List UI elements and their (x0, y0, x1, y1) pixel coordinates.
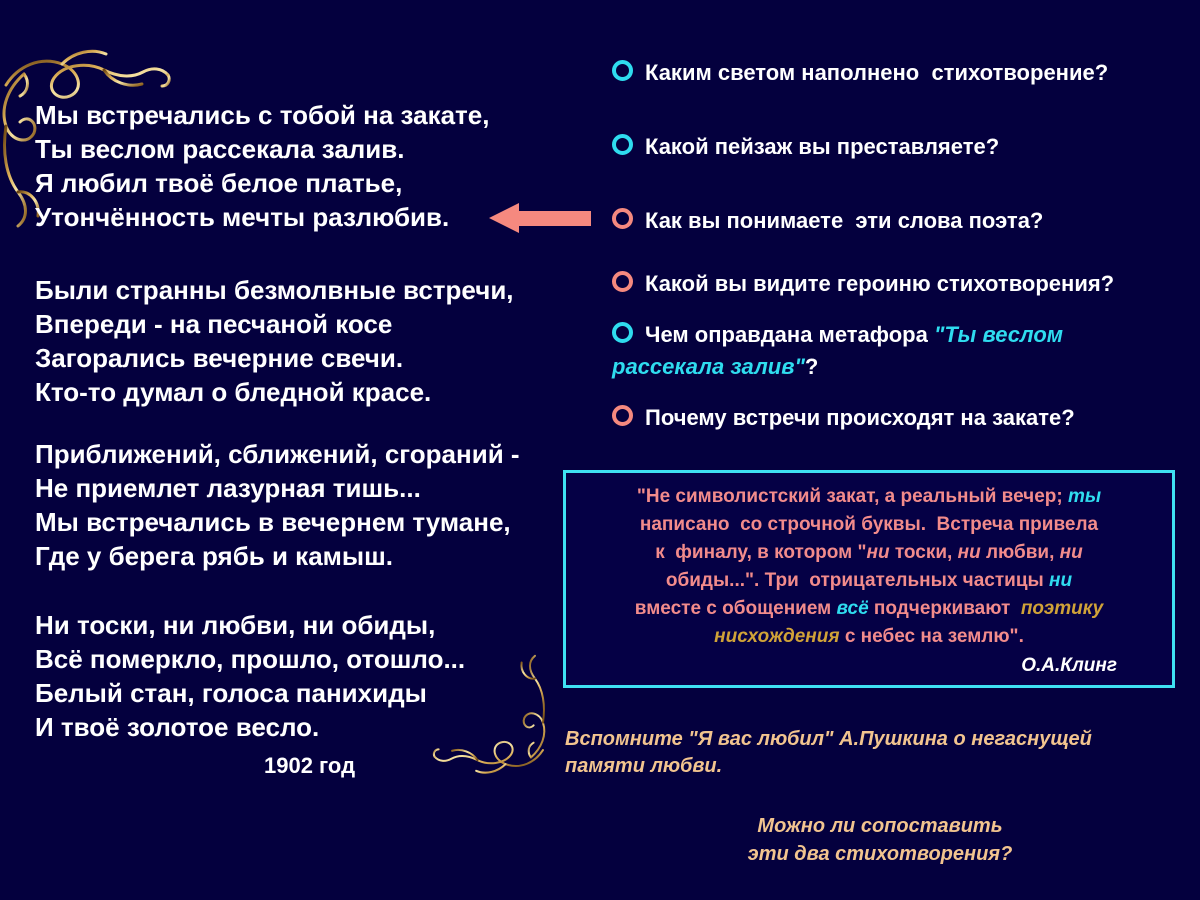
quote-line (566, 623, 1172, 651)
text-segment: Почему встречи происходят на закате? (645, 405, 1075, 430)
question-item (612, 57, 1187, 89)
poem-line: Белый стан, голоса панихиды (35, 678, 427, 708)
poem-block (35, 98, 595, 744)
question-item (612, 205, 1187, 237)
question-text (645, 271, 1114, 296)
bullet-salmon-icon (612, 208, 633, 229)
question-text (645, 60, 1108, 85)
note-line: Вспомните "Я вас любил" А.Пушкина о негаснущей (565, 728, 1092, 750)
poem-line: Не приемлет лазурная тишь... (35, 473, 421, 503)
quote-line (566, 595, 1172, 623)
text-segment: любви, (980, 542, 1060, 563)
poem-line: Кто-то думал о бледной красе. (35, 377, 432, 407)
bullet-cyan-icon (612, 60, 633, 81)
poem-line: Ты веслом рассекала залив. (35, 134, 405, 164)
bullet-salmon-icon (612, 271, 633, 292)
note-line: памяти любви. (565, 755, 723, 777)
text-segment: Как вы понимаете эти слова поэта? (645, 208, 1044, 233)
text-segment: "Не символистский закат, а реальный вечер; (636, 486, 1068, 507)
text-segment: Какой пейзаж вы преставляете? (645, 134, 1000, 159)
text-segment: обиды...". Три отрицательных частицы (665, 570, 1050, 591)
poem-year-label: 1902 год (264, 753, 356, 778)
arrow-head (489, 203, 519, 233)
critic-quote-box (563, 470, 1175, 688)
question-text (645, 208, 1043, 233)
text-segment: вместе с обощением (634, 598, 837, 619)
text-segment: с небес на землю". (839, 626, 1024, 647)
quote-text (566, 483, 1172, 651)
poem-line: Загорались вечерние свечи. (35, 343, 404, 373)
text-segment: всё (836, 598, 869, 619)
quote-author: О.А.Клинг (1021, 655, 1117, 676)
arrow-body (519, 211, 591, 226)
poem-stanza (35, 273, 595, 409)
note-line: Можно ли сопоставить (757, 815, 1003, 837)
poem-line: Всё померкло, прошло, отошло... (35, 644, 466, 674)
text-segment: поэтику (1020, 598, 1104, 619)
poem-line: Впереди - на песчаной косе (35, 309, 393, 339)
text-segment: тоски, (889, 542, 958, 563)
poem-line: Мы встречались в вечернем тумане, (35, 507, 511, 537)
reminder-note (565, 726, 1092, 780)
question-item (612, 268, 1187, 300)
text-segment: Каким светом наполнено стихотворение? (645, 60, 1109, 85)
text-segment: нисхождения (714, 626, 840, 647)
poem-line: И твоё золотое весло. (35, 712, 320, 742)
quote-line (566, 567, 1172, 595)
compare-question-note (630, 812, 1130, 868)
quote-line (566, 483, 1172, 511)
bullet-cyan-icon (612, 322, 633, 343)
poem-line: Я любил твоё белое платье, (35, 168, 403, 198)
poem-line: Где у берега рябь и камыш. (35, 541, 393, 571)
text-segment: Чем оправдана метафора (645, 322, 934, 347)
text-segment: ни (957, 542, 981, 563)
text-segment: ни (1049, 570, 1073, 591)
question-text (612, 322, 1069, 379)
poem-line: Ни тоски, ни любви, ни обиды, (35, 610, 436, 640)
poem-stanza (35, 608, 595, 744)
text-segment: ни (1059, 542, 1083, 563)
quote-line (566, 539, 1172, 567)
text-segment: ни (866, 542, 890, 563)
quote-line (566, 511, 1172, 539)
text-segment: "Ты веслом рассекала залив" (612, 322, 1070, 379)
text-segment: ? (804, 354, 819, 379)
question-item (612, 131, 1187, 163)
poem-line: Приближений, сближений, сгораний - (35, 439, 520, 469)
question-item (612, 319, 1104, 383)
text-segment: написано со строчной буквы. Встреча привела (639, 514, 1099, 535)
bullet-salmon-icon (612, 405, 633, 426)
text-segment: к финалу, в котором " (655, 542, 867, 563)
text-segment: ты (1068, 486, 1102, 507)
question-text (645, 134, 999, 159)
poem-line: Утончённость мечты разлюбив. (35, 202, 450, 232)
poem-stanza (35, 437, 595, 573)
text-segment: подчеркивают (868, 598, 1021, 619)
poem-line: Были странны безмолвные встречи, (35, 275, 514, 305)
poem-line: Мы встречались с тобой на закате, (35, 100, 490, 130)
note-line: эти два стихотворения? (747, 843, 1013, 865)
question-text (645, 405, 1075, 430)
left-arrow-icon (489, 203, 591, 233)
text-segment: Какой вы видите героиню стихотворения? (645, 271, 1115, 296)
bullet-cyan-icon (612, 134, 633, 155)
question-item (612, 402, 1187, 434)
